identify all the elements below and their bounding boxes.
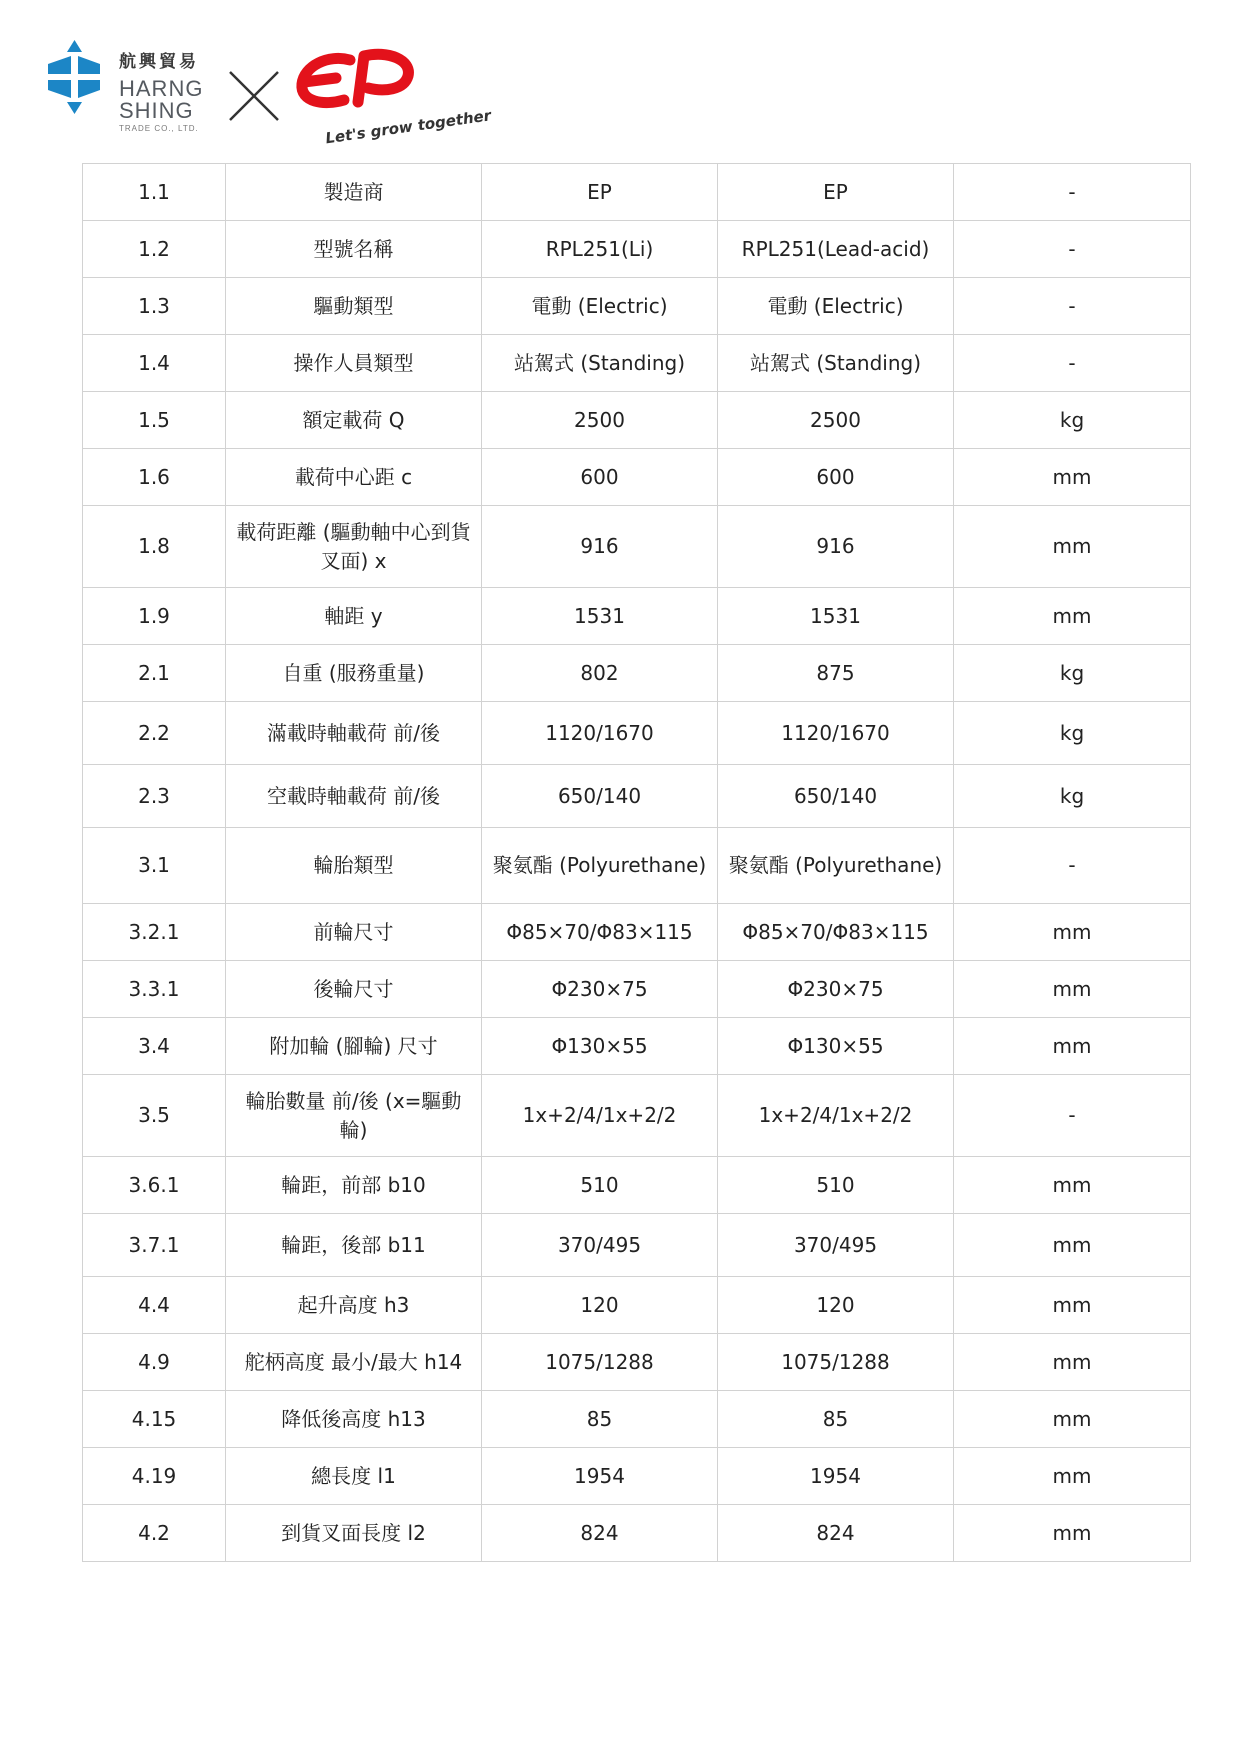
spec-code-cell: 1.5	[83, 392, 226, 449]
spec-unit-cell: -	[954, 1075, 1191, 1157]
spec-table-body	[83, 164, 1191, 1562]
spec-unit-cell: kg	[954, 765, 1191, 828]
spec-value-li-cell: RPL251(Li)	[482, 221, 718, 278]
spec-value-li-cell: 510	[482, 1157, 718, 1214]
harng-shing-logo-icon	[40, 40, 120, 130]
spec-value-lead-acid-cell: Φ230×75	[718, 961, 954, 1018]
spec-value-lead-acid-cell: 120	[718, 1277, 954, 1334]
brand-name-chinese: 航興貿易	[119, 52, 199, 72]
spec-code-cell: 3.3.1	[83, 961, 226, 1018]
spec-code-cell: 4.2	[83, 1505, 226, 1562]
table-row	[83, 1018, 1191, 1075]
spec-value-li-cell: 1531	[482, 588, 718, 645]
spec-item-cell: 到貨叉面長度 l2	[226, 1505, 482, 1562]
spec-unit-cell: mm	[954, 961, 1191, 1018]
spec-value-li-cell: 650/140	[482, 765, 718, 828]
spec-value-li-cell: 824	[482, 1505, 718, 1562]
spec-value-li-cell: 85	[482, 1391, 718, 1448]
spec-value-lead-acid-cell: EP	[718, 164, 954, 221]
spec-code-cell: 1.6	[83, 449, 226, 506]
spec-unit-cell: kg	[954, 702, 1191, 765]
spec-value-li-cell: 站駕式 (Standing)	[482, 335, 718, 392]
spec-unit-cell: mm	[954, 449, 1191, 506]
spec-item-cell: 載荷距離 (驅動軸中心到貨叉面) x	[226, 506, 482, 588]
spec-value-li-cell: 120	[482, 1277, 718, 1334]
spec-value-lead-acid-cell: 1531	[718, 588, 954, 645]
spec-value-li-cell: 1075/1288	[482, 1334, 718, 1391]
spec-item-cell: 型號名稱	[226, 221, 482, 278]
spec-value-li-cell: 802	[482, 645, 718, 702]
ep-logo-icon	[288, 44, 493, 148]
table-row	[83, 1334, 1191, 1391]
spec-code-cell: 2.2	[83, 702, 226, 765]
spec-value-li-cell: EP	[482, 164, 718, 221]
spec-item-cell: 輪距，前部 b10	[226, 1157, 482, 1214]
table-row	[83, 506, 1191, 588]
spec-code-cell: 4.9	[83, 1334, 226, 1391]
spec-value-li-cell: 1120/1670	[482, 702, 718, 765]
spec-value-lead-acid-cell: 1075/1288	[718, 1334, 954, 1391]
table-row	[83, 1448, 1191, 1505]
table-row	[83, 278, 1191, 335]
table-row	[83, 221, 1191, 278]
spec-item-cell: 操作人員類型	[226, 335, 482, 392]
table-row	[83, 335, 1191, 392]
spec-unit-cell: mm	[954, 1505, 1191, 1562]
spec-item-cell: 輪胎類型	[226, 828, 482, 904]
table-row	[83, 1391, 1191, 1448]
spec-code-cell: 1.4	[83, 335, 226, 392]
table-row	[83, 765, 1191, 828]
spec-value-li-cell: 1954	[482, 1448, 718, 1505]
spec-value-lead-acid-cell: 電動 (Electric)	[718, 278, 954, 335]
table-row	[83, 828, 1191, 904]
spec-code-cell: 1.8	[83, 506, 226, 588]
spec-value-li-cell: 916	[482, 506, 718, 588]
spec-unit-cell: kg	[954, 645, 1191, 702]
times-icon	[226, 68, 282, 124]
table-row	[83, 392, 1191, 449]
table-row	[83, 588, 1191, 645]
table-row	[83, 1505, 1191, 1562]
spec-code-cell: 4.19	[83, 1448, 226, 1505]
spec-unit-cell: mm	[954, 1277, 1191, 1334]
spec-value-li-cell: 聚氨酯 (Polyurethane)	[482, 828, 718, 904]
spec-item-cell: 起升高度 h3	[226, 1277, 482, 1334]
spec-value-lead-acid-cell: 1x+2/4/1x+2/2	[718, 1075, 954, 1157]
table-row	[83, 164, 1191, 221]
spec-value-lead-acid-cell: 370/495	[718, 1214, 954, 1277]
spec-code-cell: 1.9	[83, 588, 226, 645]
table-row	[83, 1214, 1191, 1277]
spec-item-cell: 後輪尺寸	[226, 961, 482, 1018]
spec-unit-cell: -	[954, 278, 1191, 335]
table-row	[83, 1075, 1191, 1157]
spec-code-cell: 4.15	[83, 1391, 226, 1448]
spec-value-li-cell: Φ130×55	[482, 1018, 718, 1075]
spec-value-li-cell: 2500	[482, 392, 718, 449]
spec-unit-cell: -	[954, 221, 1191, 278]
spec-unit-cell: mm	[954, 904, 1191, 961]
table-row	[83, 702, 1191, 765]
spec-value-lead-acid-cell: 650/140	[718, 765, 954, 828]
page-header	[40, 40, 493, 148]
spec-code-cell: 2.3	[83, 765, 226, 828]
spec-item-cell: 載荷中心距 c	[226, 449, 482, 506]
table-row	[83, 1277, 1191, 1334]
spec-code-cell: 3.2.1	[83, 904, 226, 961]
spec-code-cell: 1.3	[83, 278, 226, 335]
spec-value-lead-acid-cell: 站駕式 (Standing)	[718, 335, 954, 392]
table-row	[83, 904, 1191, 961]
spec-item-cell: 輪距，後部 b11	[226, 1214, 482, 1277]
spec-code-cell: 3.4	[83, 1018, 226, 1075]
spec-code-cell: 3.1	[83, 828, 226, 904]
spec-item-cell: 驅動類型	[226, 278, 482, 335]
spec-value-lead-acid-cell: 2500	[718, 392, 954, 449]
spec-value-li-cell: Φ230×75	[482, 961, 718, 1018]
spec-item-cell: 降低後高度 h13	[226, 1391, 482, 1448]
spec-value-lead-acid-cell: 875	[718, 645, 954, 702]
spec-code-cell: 2.1	[83, 645, 226, 702]
spec-unit-cell: mm	[954, 1391, 1191, 1448]
spec-item-cell: 舵柄高度 最小/最大 h14	[226, 1334, 482, 1391]
spec-item-cell: 滿載時軸載荷 前/後	[226, 702, 482, 765]
spec-unit-cell: mm	[954, 1018, 1191, 1075]
spec-value-li-cell: 600	[482, 449, 718, 506]
spec-value-lead-acid-cell: 1120/1670	[718, 702, 954, 765]
spec-value-lead-acid-cell: 聚氨酯 (Polyurethane)	[718, 828, 954, 904]
table-row	[83, 645, 1191, 702]
spec-item-cell: 空載時軸載荷 前/後	[226, 765, 482, 828]
spec-code-cell: 3.6.1	[83, 1157, 226, 1214]
table-row	[83, 1157, 1191, 1214]
spec-unit-cell: -	[954, 335, 1191, 392]
spec-value-lead-acid-cell: 1954	[718, 1448, 954, 1505]
spec-value-lead-acid-cell: 85	[718, 1391, 954, 1448]
spec-unit-cell: mm	[954, 1157, 1191, 1214]
spec-unit-cell: mm	[954, 506, 1191, 588]
spec-item-cell: 軸距 y	[226, 588, 482, 645]
spec-table	[82, 163, 1191, 1562]
spec-value-lead-acid-cell: 824	[718, 1505, 954, 1562]
spec-code-cell: 4.4	[83, 1277, 226, 1334]
spec-value-lead-acid-cell: Φ85×70/Φ83×115	[718, 904, 954, 961]
spec-value-lead-acid-cell: 510	[718, 1157, 954, 1214]
brand-name-line1: HARNG	[119, 76, 204, 101]
spec-item-cell: 額定載荷 Q	[226, 392, 482, 449]
spec-unit-cell: -	[954, 828, 1191, 904]
table-row	[83, 961, 1191, 1018]
ep-tagline: Let's grow together	[324, 106, 493, 148]
spec-unit-cell: mm	[954, 1334, 1191, 1391]
spec-value-li-cell: 1x+2/4/1x+2/2	[482, 1075, 718, 1157]
spec-item-cell: 自重 (服務重量)	[226, 645, 482, 702]
spec-item-cell: 輪胎數量 前/後 (x=驅動輪)	[226, 1075, 482, 1157]
brand-subtitle: TRADE CO., LTD.	[119, 124, 199, 133]
spec-unit-cell: mm	[954, 1448, 1191, 1505]
spec-value-lead-acid-cell: 916	[718, 506, 954, 588]
spec-item-cell: 前輪尺寸	[226, 904, 482, 961]
spec-value-lead-acid-cell: RPL251(Lead-acid)	[718, 221, 954, 278]
spec-item-cell: 附加輪 (腳輪) 尺寸	[226, 1018, 482, 1075]
spec-value-lead-acid-cell: Φ130×55	[718, 1018, 954, 1075]
spec-value-lead-acid-cell: 600	[718, 449, 954, 506]
spec-code-cell: 1.2	[83, 221, 226, 278]
spec-value-li-cell: 電動 (Electric)	[482, 278, 718, 335]
brand-name-line2: SHING	[119, 98, 194, 123]
spec-unit-cell: -	[954, 164, 1191, 221]
table-row	[83, 449, 1191, 506]
spec-item-cell: 製造商	[226, 164, 482, 221]
spec-code-cell: 3.7.1	[83, 1214, 226, 1277]
spec-value-li-cell: Φ85×70/Φ83×115	[482, 904, 718, 961]
spec-code-cell: 1.1	[83, 164, 226, 221]
spec-value-li-cell: 370/495	[482, 1214, 718, 1277]
spec-code-cell: 3.5	[83, 1075, 226, 1157]
spec-unit-cell: mm	[954, 1214, 1191, 1277]
spec-unit-cell: mm	[954, 588, 1191, 645]
spec-unit-cell: kg	[954, 392, 1191, 449]
spec-item-cell: 總長度 l1	[226, 1448, 482, 1505]
